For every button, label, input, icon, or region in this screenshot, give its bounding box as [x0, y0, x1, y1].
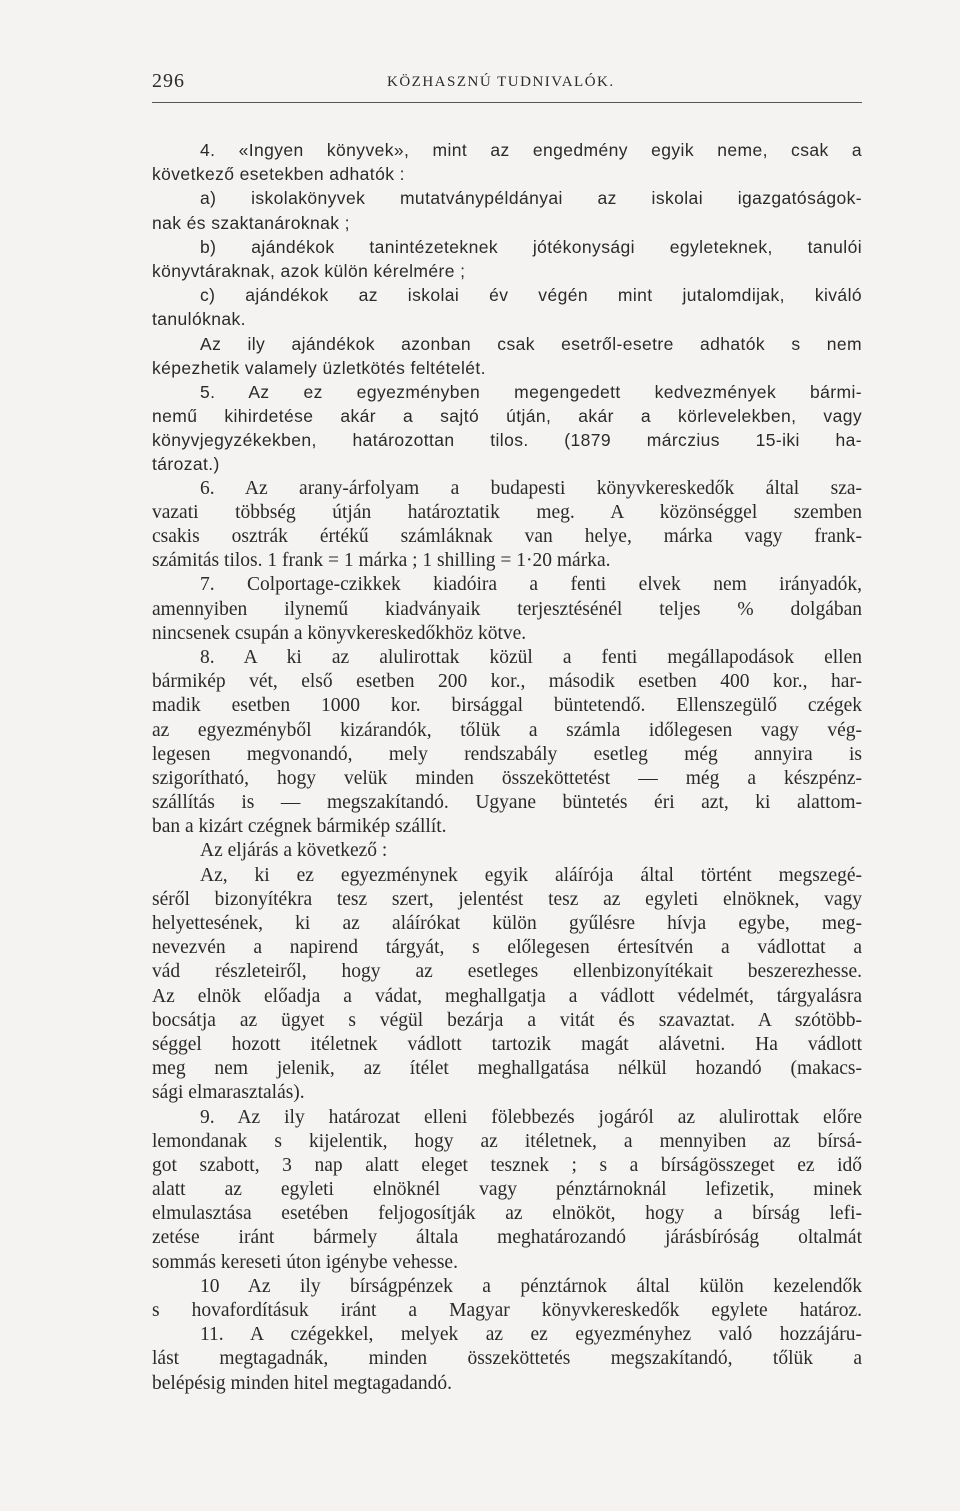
text-line: lást megtagadnák, minden összeköttetés megszakítandó, tőlük a: [152, 1348, 862, 1370]
text-line: 5. Az ez egyezményben megengedett kedvezmények bármi-: [200, 381, 862, 402]
text-line: 6. Az arany-árfolyam a budapesti könyvkereskedők által sza-: [200, 477, 862, 499]
text-line: könyvjegyzékekben, határozottan tilos. (1879 márczius 15-iki ha-: [152, 430, 862, 451]
text-line: bármikép vét, első esetben 200 kor., második esetben 400 kor., har-: [152, 671, 862, 693]
text-line: madik esetben 1000 kor. birsággal büntetendő. Ellenszegülő czégek: [152, 695, 862, 717]
text-line: lemondanak s kijelentik, hogy az itéletnek, a mennyiben az bírsá-: [152, 1130, 862, 1152]
text-line: séggel hozott itéletnek vádlott tartozik magát alávetni. Ha vádlott: [152, 1033, 862, 1055]
text-line: szállítás is — megszakítandó. Ugyane büntetés éri azt, ki alattom-: [152, 792, 862, 814]
text-line: nak és szaktanároknak ;: [152, 212, 350, 233]
text-line: következő esetekben adhatók :: [152, 164, 405, 185]
text-line: 4. «Ingyen könyvek», mint az engedmény egyik neme, csak a: [200, 140, 862, 160]
text-line: Az, ki ez egyezménynek egyik aláírója által történt megszegé-: [200, 864, 862, 886]
text-line: vád részleteiről, hogy az esetleges ellenbizonyítékait beszerezhesse.: [152, 961, 862, 983]
text-line: nemű kihirdetése akár a sajtó útján, akár a körlevelekben, vagy: [152, 406, 862, 427]
text-line: zetése iránt bármely általa meghatározandó járásbíróság oltalmát: [152, 1227, 862, 1249]
text-line: képezhetik valamely üzletkötés feltételét.: [152, 357, 486, 378]
text-line: 8. A ki az alulirottak közül a fenti megállapodások ellen: [200, 646, 862, 668]
header-rule: [152, 102, 862, 103]
page-header: [152, 70, 862, 102]
text-line: számitás tilos. 1 frank = 1 márka ; 1 shilling = 1·20 márka.: [152, 550, 611, 572]
text-line: könyvtáraknak, azok külön kérelmére ;: [152, 260, 466, 281]
page-number: 296: [152, 70, 185, 92]
text-line: szigorítható, hogy velük minden összeköttetést — még a készpénz-: [152, 767, 862, 789]
text-line: Az eljárás a következő :: [200, 840, 388, 862]
text-line: 7. Colportage-czikkek kiadóira a fenti elvek nem irányadók,: [200, 574, 862, 596]
text-line: alatt az egyleti elnöknél vagy pénztárnoknál lefizetik, minek: [152, 1179, 862, 1201]
text-line: az egyezményből kizárandók, tőlük a számla időlegesen vagy vég-: [152, 719, 862, 741]
text-line: nevezvén a napirend tárgyát, s előlegesen értesítvén a vádlottat a: [152, 937, 862, 959]
text-line: ban a kizárt czégnek bármikép szállít.: [152, 816, 447, 838]
text-line: elmulasztása esetében feljogosítják az elnököt, hogy a bírság lefi-: [152, 1203, 862, 1225]
running-head: KÖZHASZNÚ TUDNIVALÓK.: [387, 74, 615, 90]
text-line: Az elnök előadja a vádat, meghallgatja a vádlott védelmét, tárgyalásra: [152, 985, 862, 1007]
text-line: s hovafordításuk iránt a Magyar könyvkereskedők egylete határoz.: [152, 1300, 862, 1321]
text-line: sommás kereseti úton igénybe vehesse.: [152, 1251, 458, 1273]
text-line: Az ily ajándékok azonban csak esetről-esetre adhatók s nem: [200, 333, 862, 354]
body-text: [152, 138, 862, 1396]
text-line: sági elmarasztalás).: [152, 1082, 305, 1104]
text-line: 10 Az ily bírságpénzek a pénztárnok által külön kezelendők: [200, 1275, 862, 1297]
text-line: 9. Az ily határozat elleni fölebbezés jogáról az alulirottak előre: [200, 1106, 862, 1128]
text-line: legesen megvonandó, mely rendszabály esetleg még annyira is: [152, 743, 862, 765]
text-line: vazati többség útján határoztatik meg. A közönséggel szemben: [152, 501, 862, 523]
text-line: 11. A czégekkel, melyek az ez egyezményhez való hozzájáru-: [200, 1324, 862, 1346]
text-line: tározat.): [152, 454, 220, 475]
text-line: amennyiben ilynemű kiadványaik terjesztésénél teljes % dolgában: [152, 598, 862, 620]
text-line: csakis osztrák értékű számláknak van helye, márka vagy frank-: [152, 526, 862, 547]
text-line: c) ajándékok az iskolai év végén mint jutalomdijak, kiváló: [200, 285, 862, 306]
text-line: meg nem jelenik, az ítélet meghallgatása nélkül hozandó (makacs-: [152, 1058, 862, 1080]
text-line: belépésig minden hitel megtagadandó.: [152, 1372, 452, 1394]
text-line: bocsátja az ügyet s végül bezárja a vitát és szavaztat. A szótöbb-: [152, 1009, 862, 1031]
text-line: got szabott, 3 nap alatt eleget tesznek ; s a bírságösszeget ez idő: [152, 1154, 862, 1176]
text-line: séről bizonyítékra tesz szert, jelentést tesz az egyleti elnöknek, vagy: [152, 888, 862, 910]
text-line: b) ajándékok tanintézeteknek jótékonysági egyleteknek, tanulói: [200, 236, 862, 257]
text-line: helyettesének, ki az aláírókat külön gyűlésre hívja egybe, meg-: [152, 913, 862, 934]
text-line: tanulóknak.: [152, 309, 246, 330]
text-line: nincsenek csupán a könyvkereskedőkhöz kötve.: [152, 622, 527, 644]
text-line: a) iskolakönyvek mutatványpéldányai az iskolai igazgatóságok-: [200, 188, 862, 209]
